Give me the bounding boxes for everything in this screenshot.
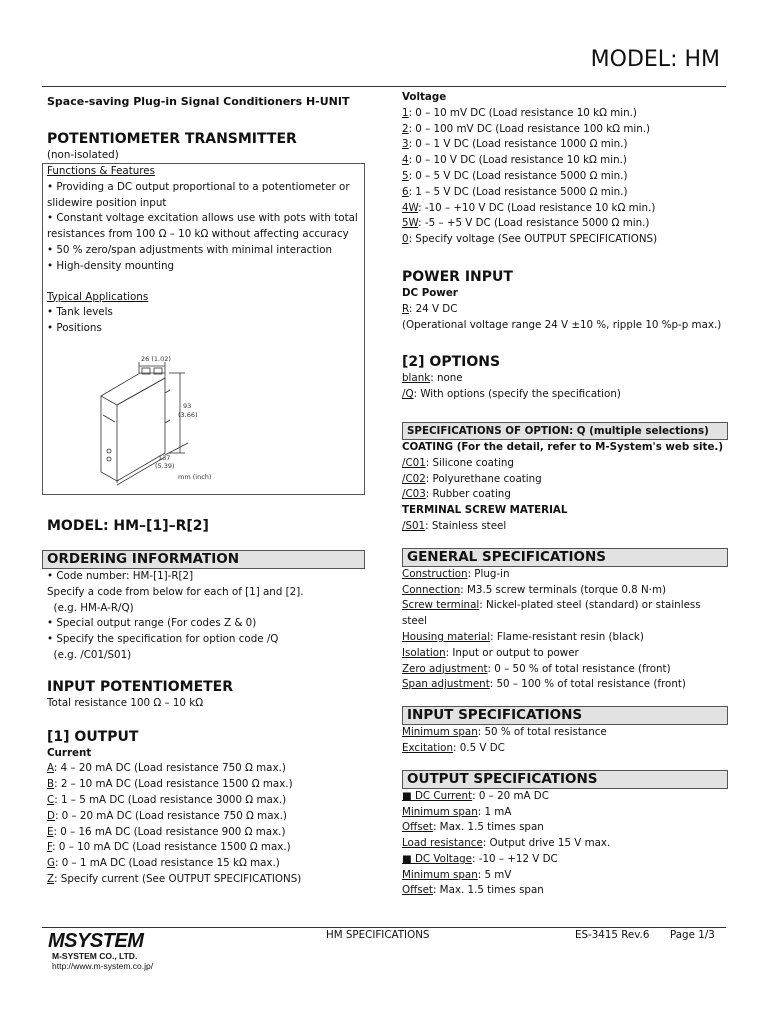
top-rule xyxy=(42,86,726,87)
output-spec-row: ■ DC Current: 0 – 20 mA DC xyxy=(402,789,549,802)
left-column xyxy=(47,94,365,888)
application-item: • Positions xyxy=(47,322,102,335)
current-row: Z: Specify current (See OUTPUT SPECIFICATIONS) xyxy=(47,872,302,885)
output-spec-row: Load resistance: Output drive 15 V max. xyxy=(402,837,611,850)
brand-logo xyxy=(48,931,153,971)
input-spec-row: Minimum span: 50 % of total resistance xyxy=(402,726,607,739)
dimension-depth: 137 xyxy=(158,454,171,462)
current-row: D: 0 – 20 mA DC (Load resistance 750 Ω max.) xyxy=(47,809,287,822)
options-heading: [2] OPTIONS xyxy=(402,354,501,371)
voltage-row: 0: Specify voltage (See OUTPUT SPECIFICATIONS) xyxy=(402,233,658,246)
footer-page: Page 1/3 xyxy=(670,929,715,941)
input-spec-row: Excitation: 0.5 V DC xyxy=(402,741,505,754)
feature-item: • 50 % zero/span adjustments with minimal interaction xyxy=(47,243,333,256)
current-row: E: 0 – 16 mA DC (Load resistance 900 Ω max.) xyxy=(47,825,286,838)
dc-power-heading: DC Power xyxy=(402,286,458,299)
coating-row: /C02: Polyurethane coating xyxy=(402,472,542,485)
dimension-unit: mm (inch) xyxy=(178,473,212,481)
output-spec-row: Offset: Max. 1.5 times span xyxy=(402,821,544,834)
ordering-item: • Specify the specification for option code /Q xyxy=(47,633,279,646)
company-name: M-SYSTEM CO., LTD. xyxy=(52,951,138,961)
output-spec-row: ■ DC Voltage: -10 – +12 V DC xyxy=(402,852,558,865)
isolation-note: (non-isolated) xyxy=(47,149,119,161)
dimension-width: 26 (1.02) xyxy=(141,355,171,363)
general-row: Isolation: Input or output to power xyxy=(402,646,579,659)
dimension-height: 93 xyxy=(183,402,192,410)
product-subtitle: Space-saving Plug-in Signal Conditioners H-UNIT xyxy=(47,95,350,108)
general-row: Connection: M3.5 screw terminals (torque 0.8 N·m) xyxy=(402,583,667,596)
voltage-row: 1: 0 – 10 mV DC (Load resistance 10 kΩ min.) xyxy=(402,106,637,119)
current-row: B: 2 – 10 mA DC (Load resistance 1500 Ω max.) xyxy=(47,778,293,791)
power-row: R: 24 V DC xyxy=(402,302,458,315)
general-row: Screw terminal: Nickel-plated steel (standard) or stainless steel xyxy=(402,599,701,628)
general-row: Construction: Plug-in xyxy=(402,567,510,580)
voltage-row: 3: 0 – 1 V DC (Load resistance 1000 Ω min.) xyxy=(402,138,628,151)
ordering-item: (e.g. /C01/S01) xyxy=(47,648,132,661)
product-title: POTENTIOMETER TRANSMITTER xyxy=(47,131,297,147)
general-row: Housing material: Flame-resistant resin (black) xyxy=(402,630,644,643)
general-row: Span adjustment: 50 – 100 % of total resistance (front) xyxy=(402,678,686,691)
option-row: /Q: With options (specify the specification) xyxy=(402,388,621,401)
ordering-item: Specify a code from below for each of [1] and [2]. xyxy=(47,585,304,598)
output-heading: [1] OUTPUT xyxy=(47,728,139,745)
input-text: Total resistance 100 Ω – 10 kΩ xyxy=(47,696,204,709)
ordering-heading: ORDERING INFORMATION xyxy=(42,550,365,569)
brand-wordmark: MSYSTEM xyxy=(48,930,144,952)
coating-heading: COATING (For the detail, refer to M-System's web site.) xyxy=(402,440,724,453)
input-heading: INPUT POTENTIOMETER xyxy=(47,678,234,695)
current-heading: Current xyxy=(47,746,92,759)
product-dimension-diagram xyxy=(88,353,288,488)
footer-docnum: ES-3415 Rev.6 xyxy=(575,929,650,941)
feature-item: • Providing a DC output proportional to a potentiometer or slidewire position input xyxy=(47,180,350,209)
model-code: MODEL: HM–[1]–R[2] xyxy=(47,518,209,534)
voltage-row: 5: 0 – 5 V DC (Load resistance 5000 Ω min.) xyxy=(402,169,628,182)
current-row: C: 1 – 5 mA DC (Load resistance 3000 Ω max.) xyxy=(47,793,287,806)
general-row: Zero adjustment: 0 – 50 % of total resistance (front) xyxy=(402,662,671,675)
output-spec-row: Minimum span: 1 mA xyxy=(402,805,512,818)
terminal-row: /S01: Stainless steel xyxy=(402,519,507,532)
input-spec-heading: INPUT SPECIFICATIONS xyxy=(402,706,728,725)
option-q-heading: SPECIFICATIONS OF OPTION: Q (multiple selections) xyxy=(402,422,728,440)
application-item: • Tank levels xyxy=(47,306,113,319)
current-row: G: 0 – 1 mA DC (Load resistance 15 kΩ max.) xyxy=(47,857,280,870)
features-heading: Functions & Features xyxy=(47,165,156,177)
company-url: http://www.m-system.co.jp/ xyxy=(52,961,154,971)
power-note: (Operational voltage range 24 V ±10 %, ripple 10 %p-p max.) xyxy=(402,318,722,331)
applications-heading: Typical Applications xyxy=(47,290,149,303)
ordering-item: • Special output range (For codes Z & 0) xyxy=(47,617,257,630)
output-spec-heading: OUTPUT SPECIFICATIONS xyxy=(402,770,728,789)
output-spec-row: Offset: Max. 1.5 times span xyxy=(402,884,544,897)
feature-item: • Constant voltage excitation allows use with pots with total resistances from 100 Ω – 10 kΩ without affecting accuracy xyxy=(47,212,358,241)
feature-item: • High-density mounting xyxy=(47,259,175,272)
voltage-heading: Voltage xyxy=(402,91,447,103)
voltage-row: 4: 0 – 10 V DC (Load resistance 10 kΩ min.) xyxy=(402,154,627,167)
ordering-item: (e.g. HM-A-R/Q) xyxy=(47,601,134,614)
coating-row: /C03: Rubber coating xyxy=(402,488,511,501)
general-heading: GENERAL SPECIFICATIONS xyxy=(402,548,728,567)
dimension-depth-inch: (5.39) xyxy=(155,462,175,470)
coating-row: /C01: Silicone coating xyxy=(402,456,514,469)
voltage-row: 2: 0 – 100 mV DC (Load resistance 100 kΩ min.) xyxy=(402,122,651,135)
output-spec-row: Minimum span: 5 mV xyxy=(402,868,512,881)
current-row: F: 0 – 10 mA DC (Load resistance 1500 Ω max.) xyxy=(47,841,291,854)
right-column xyxy=(402,90,728,899)
features-box xyxy=(42,163,365,495)
voltage-row: 5W: -5 – +5 V DC (Load resistance 5000 Ω min.) xyxy=(402,217,650,230)
voltage-row: 6: 1 – 5 V DC (Load resistance 5000 Ω min.) xyxy=(402,185,628,198)
voltage-row: 4W: -10 – +10 V DC (Load resistance 10 kΩ min.) xyxy=(402,201,656,214)
option-row: blank: none xyxy=(402,372,463,385)
ordering-item: • Code number: HM-[1]-R[2] xyxy=(47,570,194,582)
dimension-height-inch: (3.66) xyxy=(178,411,198,419)
terminal-heading: TERMINAL SCREW MATERIAL xyxy=(402,504,568,517)
model-title: MODEL: HM xyxy=(590,47,720,72)
current-row: A: 4 – 20 mA DC (Load resistance 750 Ω max.) xyxy=(47,762,286,775)
footer-center: HM SPECIFICATIONS xyxy=(326,929,430,941)
power-heading: POWER INPUT xyxy=(402,268,513,285)
